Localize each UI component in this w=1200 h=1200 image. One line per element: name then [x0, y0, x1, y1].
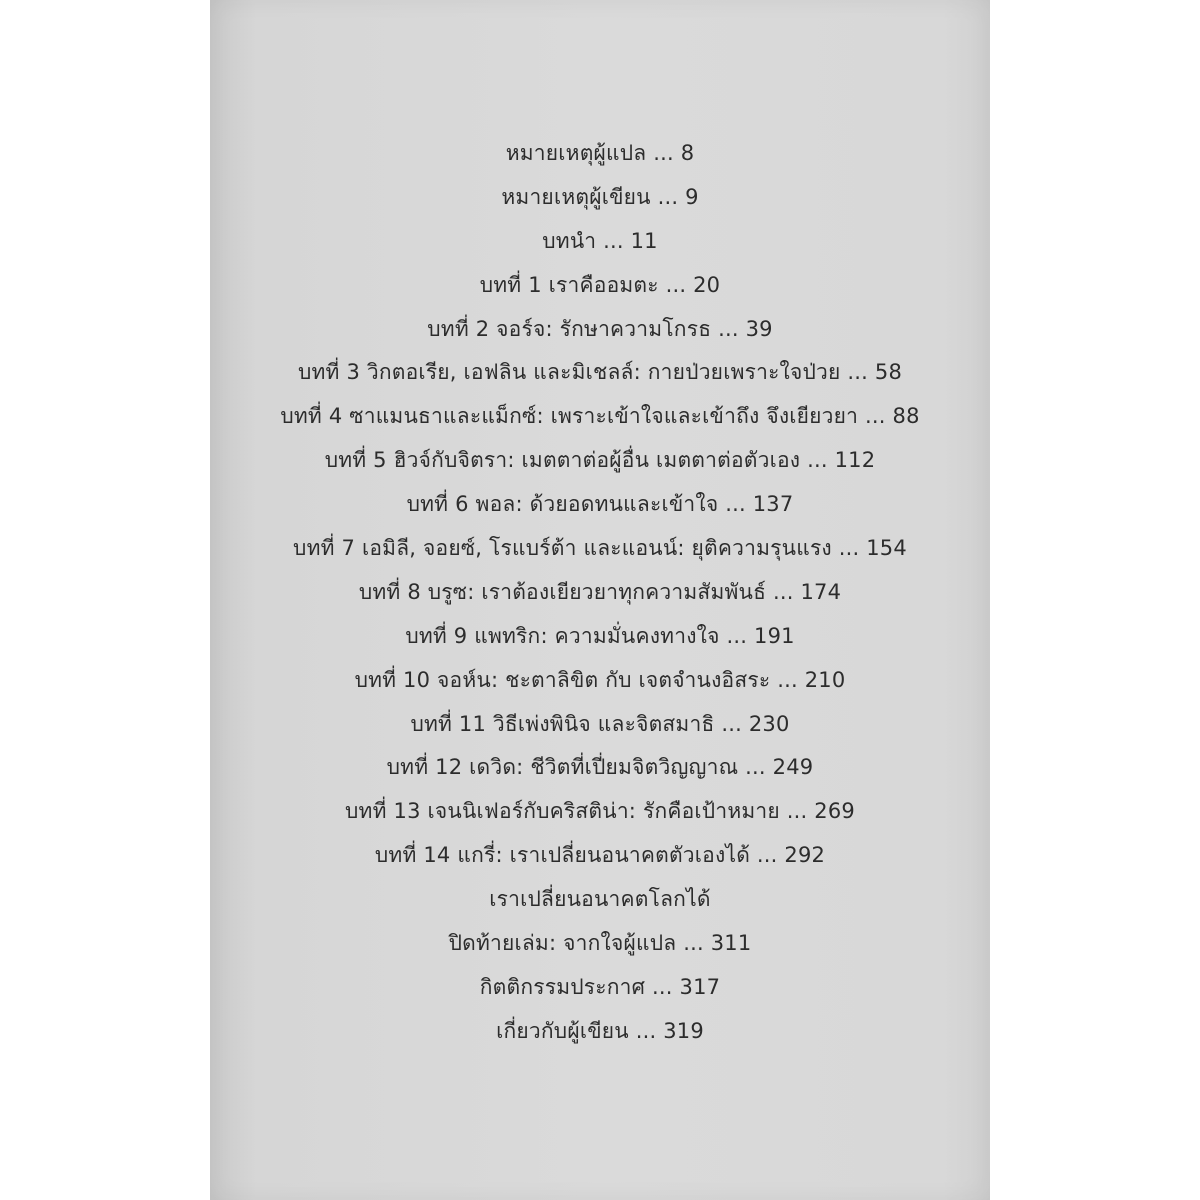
toc-entry-chapter-10: บทที่ 10 จอห์น: ชะตาลิขิต กับ เจตจำนงอิสระ ... 210: [354, 667, 846, 692]
toc-entry-chapter-12: บทที่ 12 เดวิด: ชีวิตที่เปี่ยมจิตวิญญาณ ... 249: [386, 755, 814, 780]
toc-entry-translator-note: หมายเหตุผู้แปล ... 8: [505, 141, 695, 165]
toc-entry-afterword: ปิดท้ายเล่ม: จากใจผู้แปล ... 311: [448, 931, 752, 956]
toc-entry-chapter-1: บทที่ 1 เราคืออมตะ ... 20: [479, 272, 721, 297]
toc-entry-chapter-2: บทที่ 2 จอร์จ: รักษาความโกรธ ... 39: [427, 316, 773, 341]
toc-entry-about-author: เกี่ยวกับผู้เขียน ... 319: [496, 1018, 704, 1043]
toc-entry-chapter-14-continued: เราเปลี่ยนอนาคตโลกได้: [489, 887, 711, 912]
toc-entry-chapter-4: บทที่ 4 ซาแมนธาและแม็กซ์: เพราะเข้าใจและเข้าถึง จึงเยียวยา ... 88: [280, 404, 920, 429]
toc-entry-chapter-8: บทที่ 8 บรูซ: เราต้องเยียวยาทุกความสัมพันธ์ ... 174: [358, 579, 842, 604]
book-page: [210, 0, 990, 1200]
toc-entry-author-note: หมายเหตุผู้เขียน ... 9: [501, 184, 699, 209]
toc-entry-chapter-14: บทที่ 14 แกรี่: เราเปลี่ยนอนาคตตัวเองได้ ... 292: [374, 843, 826, 868]
toc-entry-acknowledgements: กิตติกรรมประกาศ ... 317: [479, 974, 721, 999]
toc-entry-chapter-13: บทที่ 13 เจนนิเฟอร์กับคริสติน่า: รักคือเป้าหมาย ... 269: [345, 799, 855, 824]
toc-entry-chapter-5: บทที่ 5 ฮิวจ์กับจิตรา: เมตตาต่อผู้อื่น เมตตาต่อตัวเอง ... 112: [324, 448, 876, 473]
toc-entry-chapter-7: บทที่ 7 เอมิลี, จอยซ์, โรแบร์ต้า และแอนน์: ยุติความรุนแรง ... 154: [293, 536, 907, 561]
table-of-contents: [210, 132, 990, 1054]
toc-entry-introduction: บทนำ ... 11: [542, 228, 658, 253]
toc-entry-chapter-6: บทที่ 6 พอล: ด้วยอดทนและเข้าใจ ... 137: [406, 492, 794, 517]
toc-entry-chapter-3: บทที่ 3 วิกตอเรีย, เอฟลิน และมิเชลล์: กายป่วยเพราะใจป่วย ... 58: [297, 360, 903, 385]
toc-entry-chapter-11: บทที่ 11 วิธีเพ่งพินิจ และจิตสมาธิ ... 230: [410, 711, 790, 736]
toc-entry-chapter-9: บทที่ 9 แพทริก: ความมั่นคงทางใจ ... 191: [405, 623, 795, 648]
